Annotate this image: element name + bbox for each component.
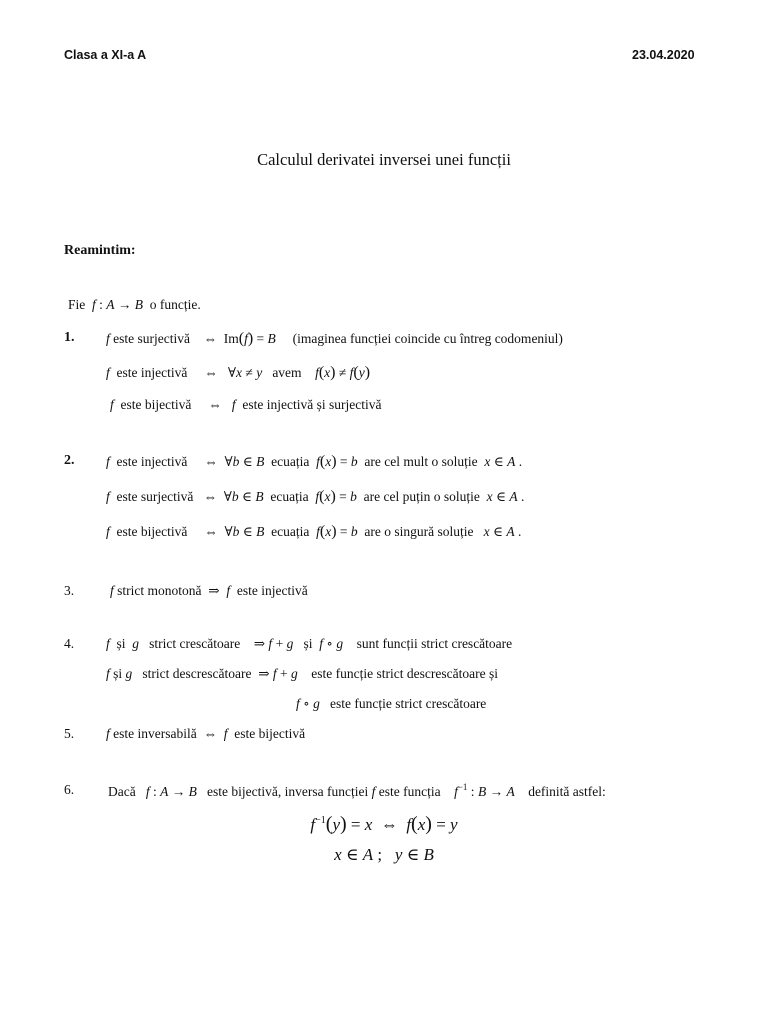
domain-condition-formula: x ∈ A ; y ∈ B (334, 845, 434, 864)
line-2b: f este surjectivă ⇔ ∀b ∈ B ecuația f(x) = b are cel puțin o soluție x ∈ A . (106, 488, 525, 505)
intro-post: o funcție. (149, 297, 201, 312)
class-label: Clasa a XI-a A (64, 48, 147, 62)
intro-line: Fie f : A → B o funcție. (68, 297, 201, 312)
line-3: f strict monotonă ⇒ f este injectivă (110, 583, 308, 598)
item-number-3: 3. (64, 583, 75, 598)
line-2c: f este bijectivă ⇔ ∀b ∈ B ecuația f(x) = b are o singură soluție x ∈ A . (106, 523, 522, 540)
line-2a: f este injectivă ⇔ ∀b ∈ B ecuația f(x) = b are cel mult o soluție x ∈ A . (106, 453, 523, 470)
date: 23.04.2020 (632, 48, 695, 62)
line-4a: f și g strict crescătoare ⇒ f + g și f ∘ g sunt funcții strict crescătoare (106, 636, 513, 651)
line-5: f este inversabilă ⇔ f este bijectivă (106, 726, 306, 741)
section-heading: Reamintim: (64, 243, 136, 258)
line-1b: f este injectivă ⇔ ∀x ≠ y avem f(x) ≠ f(y) (106, 364, 371, 381)
line-1c: f este bijectivă ⇔ f este injectivă și surjectivă (110, 397, 382, 412)
line-4b: f și g strict descrescătoare ⇒ f + g este funcție strict descrescătoare și (106, 666, 498, 681)
item-number-2: 2. (64, 453, 75, 468)
item-number-6: 6. (64, 782, 75, 797)
line-6: Dacă f : A → B este bijectivă, inversa funcției f este funcția $f^{-1}$ : B → A definită astfel: (108, 782, 606, 799)
item-number-5: 5. (64, 726, 75, 741)
line-1a: f este surjectivă ⇔ Im(f) = B (imaginea funcției coincide cu întreg codomeniul) (106, 330, 563, 347)
inverse-definition-formula: $f^{-1}(y) = x$ ⇔ f(x) = y (310, 813, 458, 835)
item-number-4: 4. (64, 636, 75, 651)
line-4c: f ∘ g este funcție strict crescătoare (296, 696, 487, 711)
document-title: Calculul derivatei inversei unei funcții (257, 150, 511, 169)
item-number-1: 1. (64, 330, 75, 345)
intro-pre: Fie (68, 297, 86, 312)
